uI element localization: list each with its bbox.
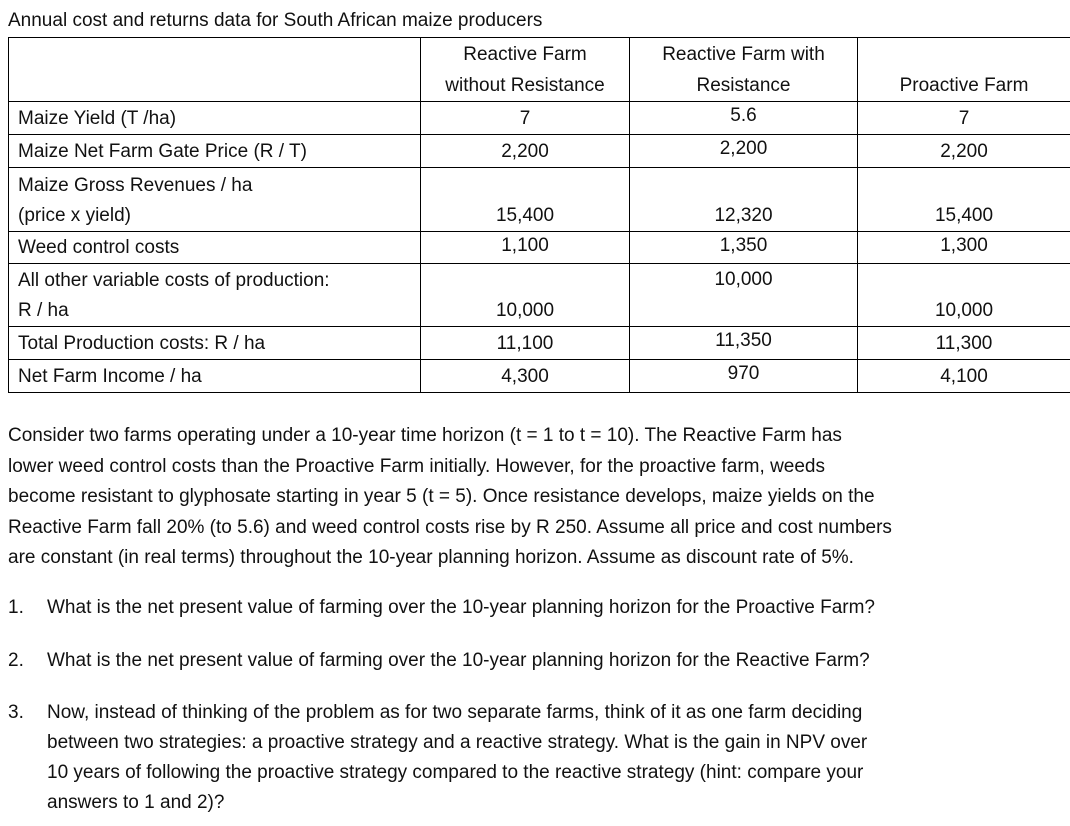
row-label: Maize Yield (T /ha) — [9, 102, 421, 135]
cell-value: 7 — [958, 108, 970, 129]
paragraph-line: become resistant to glyphosate starting in year 5 (t = 5). Once resistance develops, maize yields on the — [8, 486, 875, 507]
table-cell — [630, 232, 858, 264]
cell-value: 970 — [727, 363, 760, 384]
cell-value: 1,350 — [719, 235, 768, 256]
table-cell — [858, 135, 1070, 168]
question-line: between two strategies: a proactive strategy and a reactive strategy. What is the gain in NPV over — [47, 732, 868, 753]
question-number: 2. — [8, 650, 24, 671]
cell-value: 15,400 — [495, 205, 555, 226]
table-cell — [858, 232, 1070, 264]
table-cell — [421, 264, 630, 327]
table-cell — [858, 264, 1070, 327]
row-label: Maize Gross Revenues / ha (price x yield) — [9, 168, 421, 232]
question-number: 3. — [8, 702, 24, 723]
table-row-maize-yield — [9, 102, 1070, 135]
table-cell — [421, 102, 630, 135]
table-cell — [858, 102, 1070, 135]
cell-value: 4,300 — [501, 366, 549, 387]
paragraph-line: lower weed control costs than the Proactive Farm initially. However, for the proactive farm, weeds — [8, 455, 825, 477]
page-title: Annual cost and returns data for South African maize producers — [8, 10, 543, 31]
question-line: 10 years of following the proactive strategy compared to the reactive strategy (hint: compare your — [47, 762, 864, 783]
problem-description — [8, 421, 1068, 574]
question-line: What is the net present value of farming over the 10-year planning horizon for the Reactive Farm? — [47, 650, 870, 671]
row-label: Weed control costs — [9, 232, 421, 264]
table-cell — [421, 135, 630, 168]
header-blank-cell — [9, 38, 421, 102]
table-cell — [421, 327, 630, 360]
question-number: 1. — [8, 597, 24, 618]
cell-value: 11,300 — [935, 333, 993, 354]
table-cell — [630, 264, 858, 327]
cell-value: 1,100 — [501, 235, 549, 256]
table-row-other-variable-costs — [9, 264, 1070, 327]
table-cell — [630, 102, 858, 135]
column-header-proactive: Proactive Farm — [858, 38, 1070, 102]
question-line: What is the net present value of farming over the 10-year planning horizon for the Proactive Farm? — [47, 597, 875, 618]
table-cell — [630, 168, 858, 232]
table-cell — [421, 232, 630, 264]
cell-value: 10,000 — [495, 300, 555, 321]
table-cell — [630, 360, 858, 393]
table-row-farm-gate-price — [9, 135, 1070, 168]
cell-value: 7 — [519, 108, 531, 129]
cell-value: 4,100 — [940, 366, 988, 387]
cell-value: 1,300 — [940, 235, 988, 256]
cell-value: 5.6 — [730, 105, 757, 126]
table-cell — [421, 168, 630, 232]
table-cell — [858, 327, 1070, 360]
table-row-weed-control — [9, 232, 1070, 264]
cell-value: 15,400 — [934, 205, 994, 226]
column-header-reactive-no-resistance: Reactive Farm without Resistance — [421, 38, 630, 102]
table-cell — [858, 360, 1070, 393]
question-line: Now, instead of thinking of the problem as for two separate farms, think of it as one farm deciding — [47, 702, 863, 723]
row-label: Total Production costs: R / ha — [9, 327, 421, 360]
table-cell — [858, 168, 1070, 232]
column-header-reactive-with-resistance: Reactive Farm with Resistance — [630, 38, 858, 102]
row-label: Net Farm Income / ha — [9, 360, 421, 393]
table-row-gross-revenues — [9, 168, 1070, 232]
table-cell — [421, 360, 630, 393]
table-header-row — [9, 38, 1070, 102]
paragraph-line: are constant (in real terms) throughout the 10-year planning horizon. Assume as discount rate of 5%. — [8, 547, 854, 568]
cell-value: 11,350 — [715, 330, 772, 351]
table-row-total-production-costs — [9, 327, 1070, 360]
cost-returns-table — [8, 37, 1070, 393]
table-cell — [630, 327, 858, 360]
paragraph-line: Consider two farms operating under a 10-year time horizon (t = 1 to t = 10). The Reactive Farm has — [8, 425, 842, 446]
question-line: answers to 1 and 2)? — [47, 792, 225, 813]
cell-value: 10,000 — [934, 300, 994, 321]
cell-value: 2,200 — [719, 138, 768, 159]
cell-value: 2,200 — [940, 141, 988, 162]
cell-value: 2,200 — [501, 141, 549, 162]
row-label: All other variable costs of production: R / ha — [9, 264, 421, 327]
cell-value: 11,100 — [496, 333, 554, 354]
cell-value: 12,320 — [714, 205, 773, 226]
row-label: Maize Net Farm Gate Price (R / T) — [9, 135, 421, 168]
paragraph-line: Reactive Farm fall 20% (to 5.6) and weed control costs rise by R 250. Assume all price and cost numbers — [8, 516, 892, 538]
table-row-net-farm-income — [9, 360, 1070, 393]
cell-value: 10,000 — [714, 269, 773, 290]
table-cell — [630, 135, 858, 168]
